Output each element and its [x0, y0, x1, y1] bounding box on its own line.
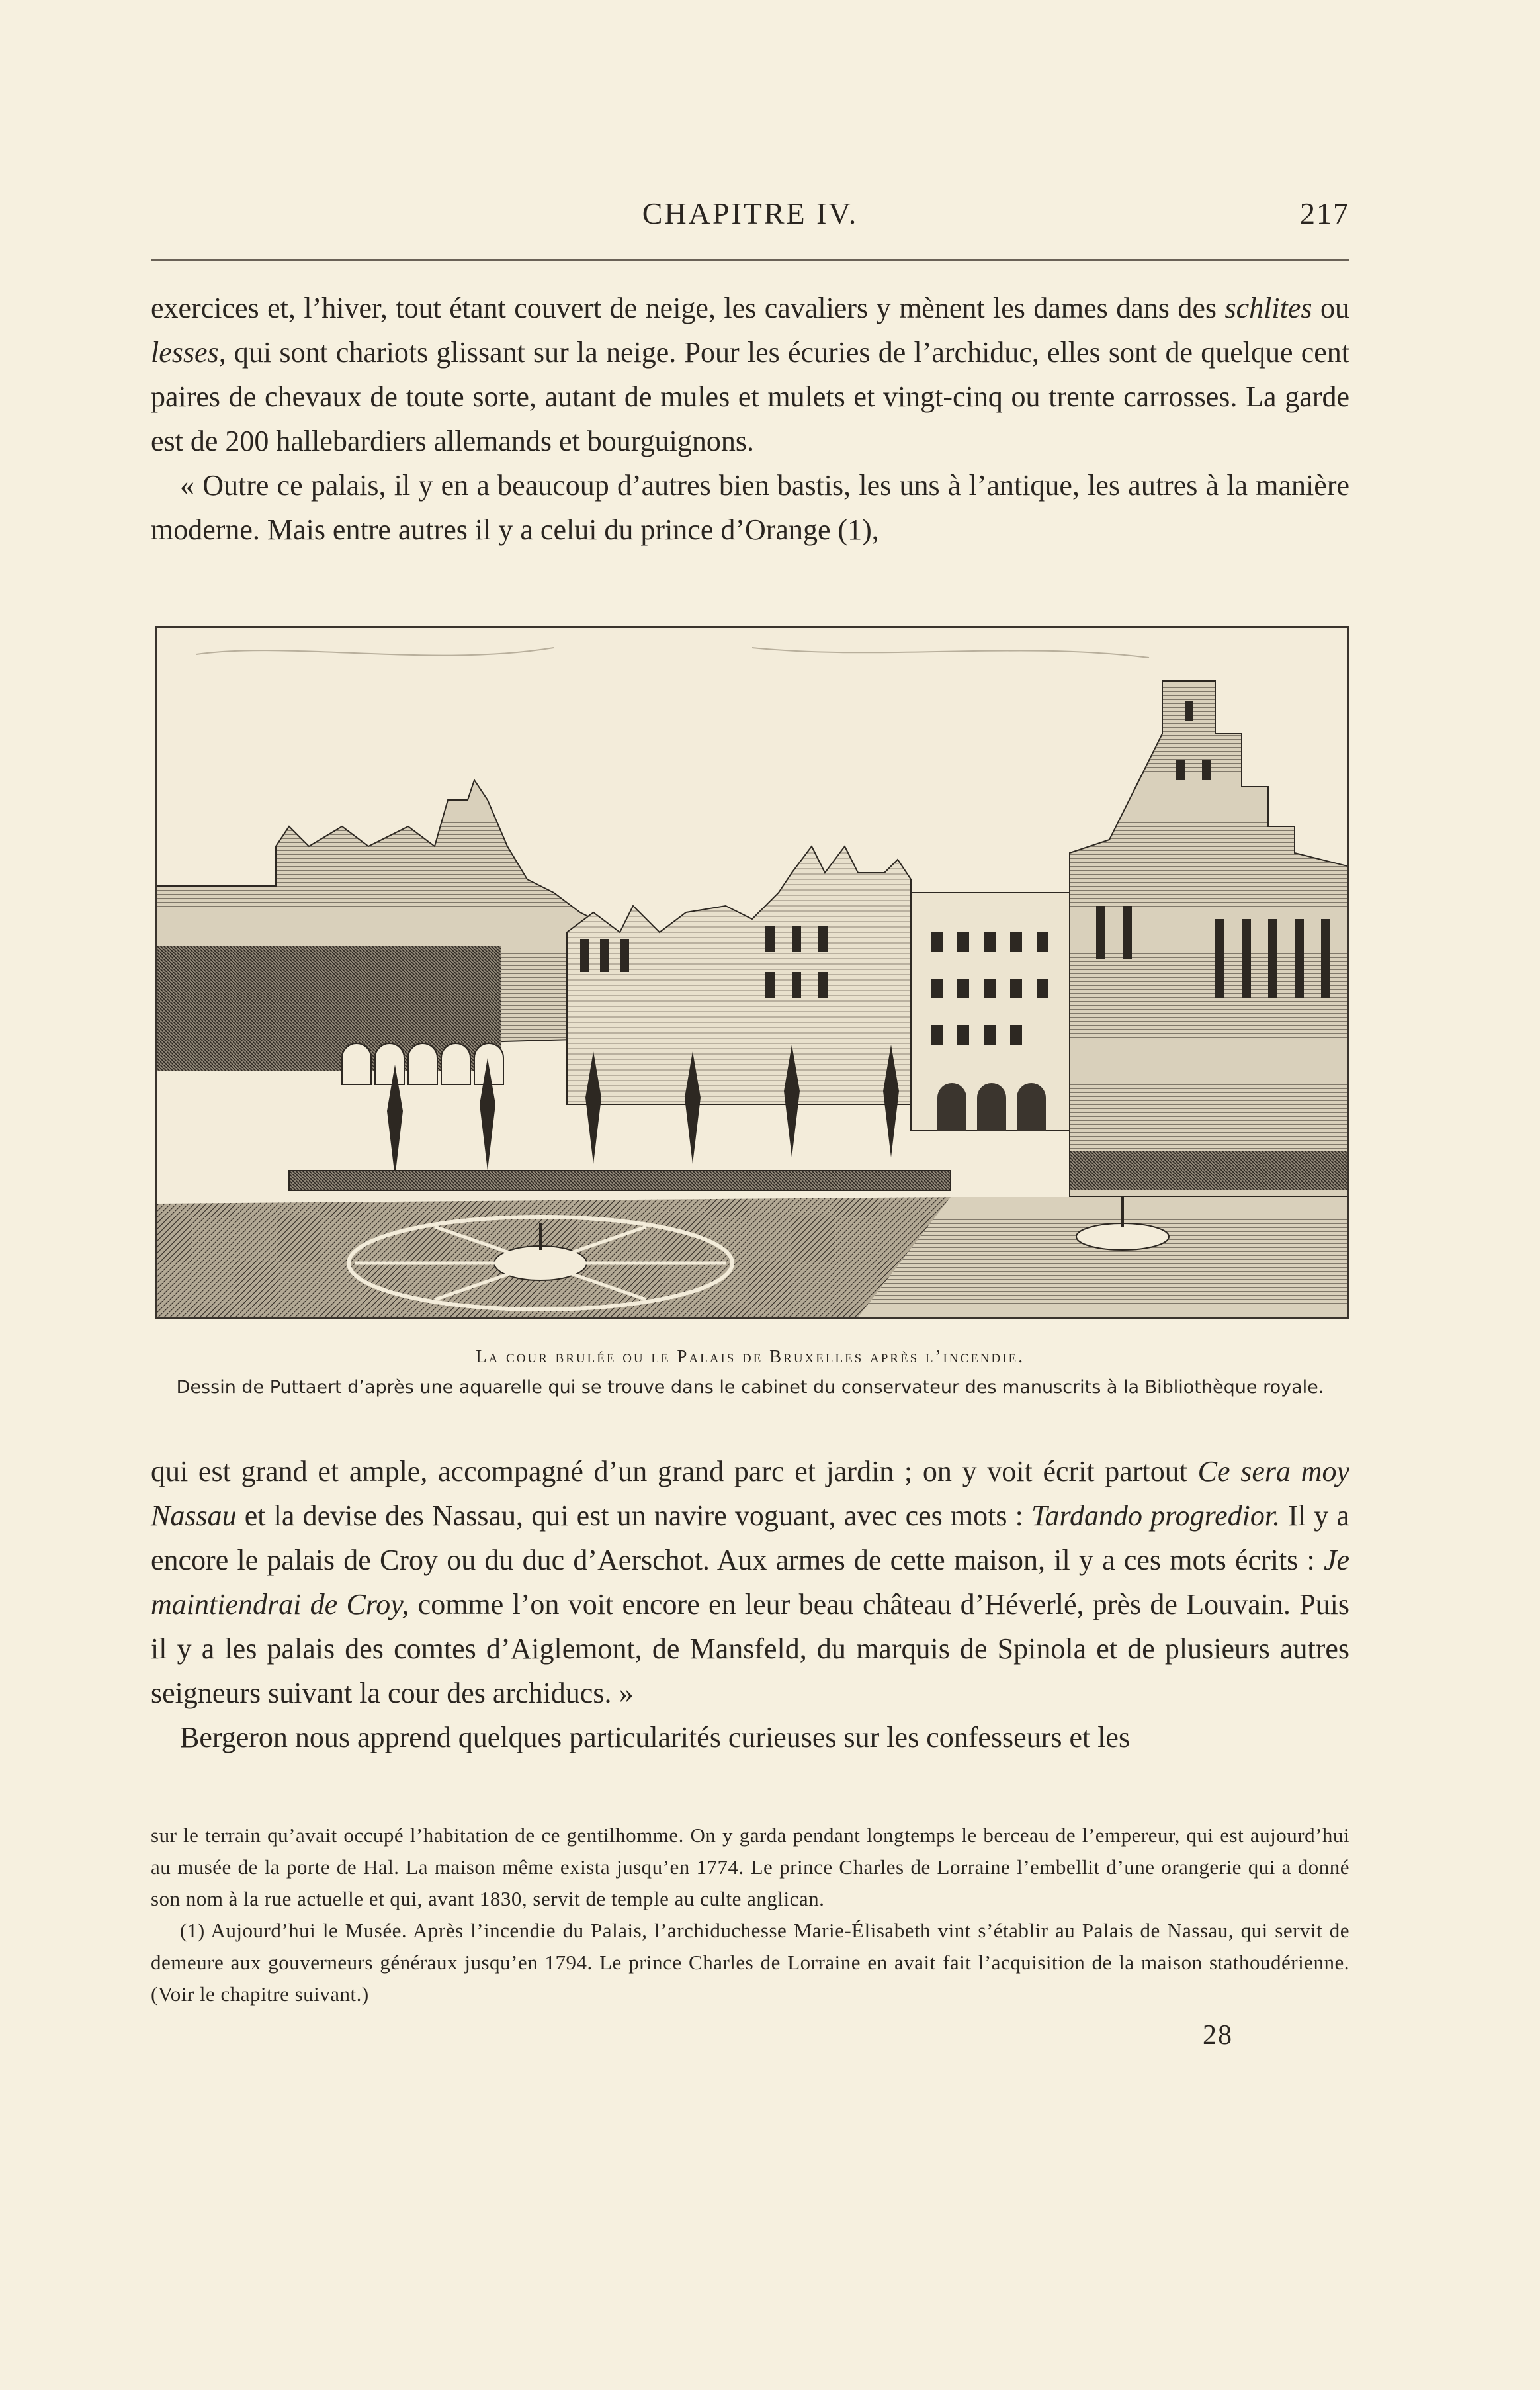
- figure-credit: Dessin de Puttaert d’après une aquarelle qui se trouve dans le cabinet du conservateur des manuscrits à la Bibliothèque royale.: [176, 1377, 1324, 1397]
- running-head: [151, 196, 1349, 242]
- footnote-1: (1) Aujourd’hui le Musée. Après l’incendie du Palais, l’archiduchesse Marie-Élisabeth vint s’établir au Palais de Nassau, qui servit de demeure aux gouverneurs généraux jusqu’en 1794. Le prince Charles de Lorraine en avait fait l’acquisition de la maison stathoudérienne. (Voir le chapitre suivant.): [151, 1919, 1349, 2006]
- palace-ruins-engraving: [157, 628, 1348, 1317]
- signature-mark: 28: [1203, 2020, 1233, 2051]
- italic-motto: Je maintiendrai de Croy,: [151, 1544, 1349, 1620]
- paragraph: « Outre ce palais, il y en a beaucoup d’autres bien bastis, les uns à l’antique, les autres à la manière moderne. Mais entre autres il y a celui du prince d’Orange (1),: [151, 469, 1349, 546]
- body-text-top: [151, 286, 1349, 552]
- figure-caption: La cour brulée ou le Palais de Bruxelles après l’incendie.: [476, 1347, 1025, 1366]
- footnote-continued: sur le terrain qu’avait occupé l’habitation de ce gentilhomme. On y garda pendant longtemps le berceau de l’empereur, qui est aujourd’hui au musée de la porte de Hal. La maison même exista jusqu’en 1774. Le prince Charles de Lorraine l’embellit d’une orangerie qui a donné son nom à la rue actuelle et qui, avant 1830, servit de temple au culte anglican.: [151, 1824, 1349, 1910]
- italic-motto: Ce sera moy Nassau: [151, 1455, 1349, 1532]
- paragraph: exercices et, l’hiver, tout étant couvert de neige, les cavaliers y mènent les dames dans des schlites ou lesses, qui sont chariots glissant sur la neige. Pour les écuries de l’archiduc, elles sont de quelque cent paires de chevaux de toute sorte, autant de mules et mulets et vingt-cinq ou trente carrosses. La garde est de 200 hallebardiers allemands et bourguignons.: [151, 292, 1349, 457]
- engraving-illustration: [155, 626, 1349, 1319]
- italic-term: schlites: [1224, 292, 1312, 324]
- italic-motto: Tardando progredior.: [1031, 1499, 1281, 1532]
- header-rule: [151, 259, 1349, 261]
- italic-term: lesses,: [151, 336, 226, 369]
- paragraph: Bergeron nous apprend quelques particularités curieuses sur les confesseurs et les: [180, 1721, 1131, 1753]
- footnotes: [151, 1820, 1349, 2010]
- page-number: 217: [1300, 197, 1349, 230]
- chapter-title: CHAPITRE IV.: [642, 197, 859, 230]
- paragraph: qui est grand et ample, accompagné d’un grand parc et jardin ; on y voit écrit partout Ce sera moy Nassau et la devise des Nassau, qui est un navire voguant, avec ces mots : Tardando progredior. Il y a encore le palais de Croy ou du duc d’Aerschot. Aux armes de cette maison, il y a ces mots écrits : Je maintiendrai de Croy, comme l’on voit encore en leur beau château d’Héverlé, près de Louvain. Puis il y a les palais des comtes d’Aiglemont, de Mansfeld, du marquis de Spinola et de plusieurs autres seigneurs suivant la cour des archiducs. »: [151, 1455, 1350, 1709]
- body-text-bottom: [151, 1449, 1349, 1759]
